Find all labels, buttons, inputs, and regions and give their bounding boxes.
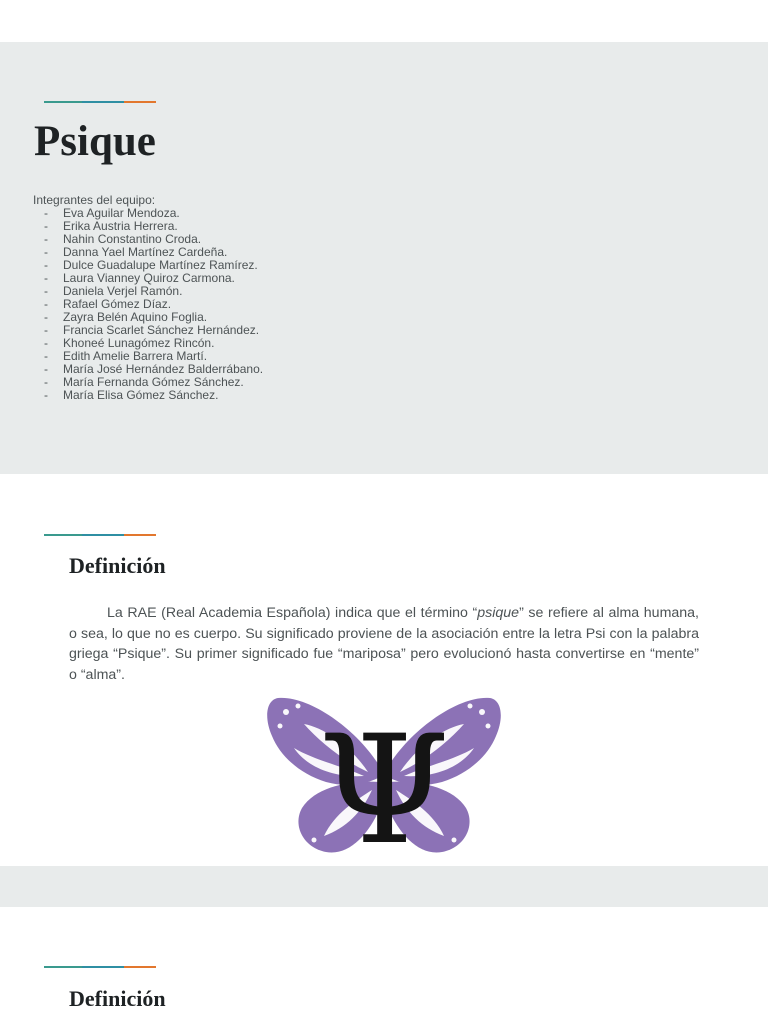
- bullet-dash: -: [44, 232, 48, 246]
- bullet-dash: -: [44, 297, 48, 311]
- team-member: [33, 389, 263, 402]
- bullet-dash: -: [44, 245, 48, 259]
- page-title: Psique: [34, 118, 156, 165]
- butterfly-psi-icon: [264, 690, 504, 858]
- accent-line: [44, 101, 156, 103]
- team-list: [33, 194, 263, 402]
- team-member-name: Dulce Guadalupe Martínez Ramírez.: [63, 258, 258, 272]
- team-member-name: María José Hernández Balderrábano.: [63, 362, 264, 376]
- bullet-dash: -: [44, 388, 48, 402]
- bullet-dash: -: [44, 349, 48, 363]
- team-member-name: Danna Yael Martínez Cardeña.: [63, 245, 228, 259]
- accent-line: [44, 534, 156, 536]
- bullet-dash: -: [44, 271, 48, 285]
- team-member-name: Nahin Constantino Croda.: [63, 232, 202, 246]
- team-member-name: Francia Scarlet Sánchez Hernández.: [63, 323, 260, 337]
- psi-glyph: Ψ: [318, 704, 450, 858]
- bullet-dash: -: [44, 219, 48, 233]
- definition-term: psique: [477, 605, 520, 621]
- team-member-name: María Fernanda Gómez Sánchez.: [63, 375, 244, 389]
- section-heading: Definición: [69, 986, 166, 1011]
- bullet-dash: -: [44, 206, 48, 220]
- team-member-name: Eva Aguilar Mendoza.: [63, 206, 180, 220]
- bullet-dash: -: [44, 336, 48, 350]
- bullet-dash: -: [44, 258, 48, 272]
- team-member-name: María Elisa Gómez Sánchez.: [63, 388, 219, 402]
- definition-paragraph: [69, 603, 699, 685]
- definition-text: La RAE (Real Academia Española) indica que el término “: [107, 605, 478, 621]
- section-heading: Definición: [69, 553, 166, 578]
- team-member-name: Zayra Belén Aquino Foglia.: [63, 310, 208, 324]
- members-list: [33, 207, 263, 402]
- bullet-dash: -: [44, 284, 48, 298]
- team-member-name: Rafael Gómez Díaz.: [63, 297, 172, 311]
- bullet-dash: -: [44, 362, 48, 376]
- accent-line: [44, 966, 156, 968]
- team-member-name: Daniela Verjel Ramón.: [63, 284, 183, 298]
- slide-separator: [0, 866, 768, 907]
- team-member-name: Edith Amelie Barrera Martí.: [63, 349, 208, 363]
- team-heading: Integrantes del equipo:: [33, 193, 156, 207]
- bullet-dash: -: [44, 375, 48, 389]
- bullet-dash: -: [44, 323, 48, 337]
- bullet-dash: -: [44, 310, 48, 324]
- team-member-name: Khoneé Lunagómez Rincón.: [63, 336, 215, 350]
- team-member-name: Erika Austria Herrera.: [63, 219, 178, 233]
- team-member-name: Laura Vianney Quiroz Carmona.: [63, 271, 235, 285]
- definition-text: ” se refiere al alma humana, o sea, lo que no es cuerpo. Su significado proviene de la asociación entre la letra Psi con la palabra griega “Psique”. Su primer significado fue “mariposa” pero evolucionó hasta convertirse en “mente” o “alma”.: [69, 605, 700, 683]
